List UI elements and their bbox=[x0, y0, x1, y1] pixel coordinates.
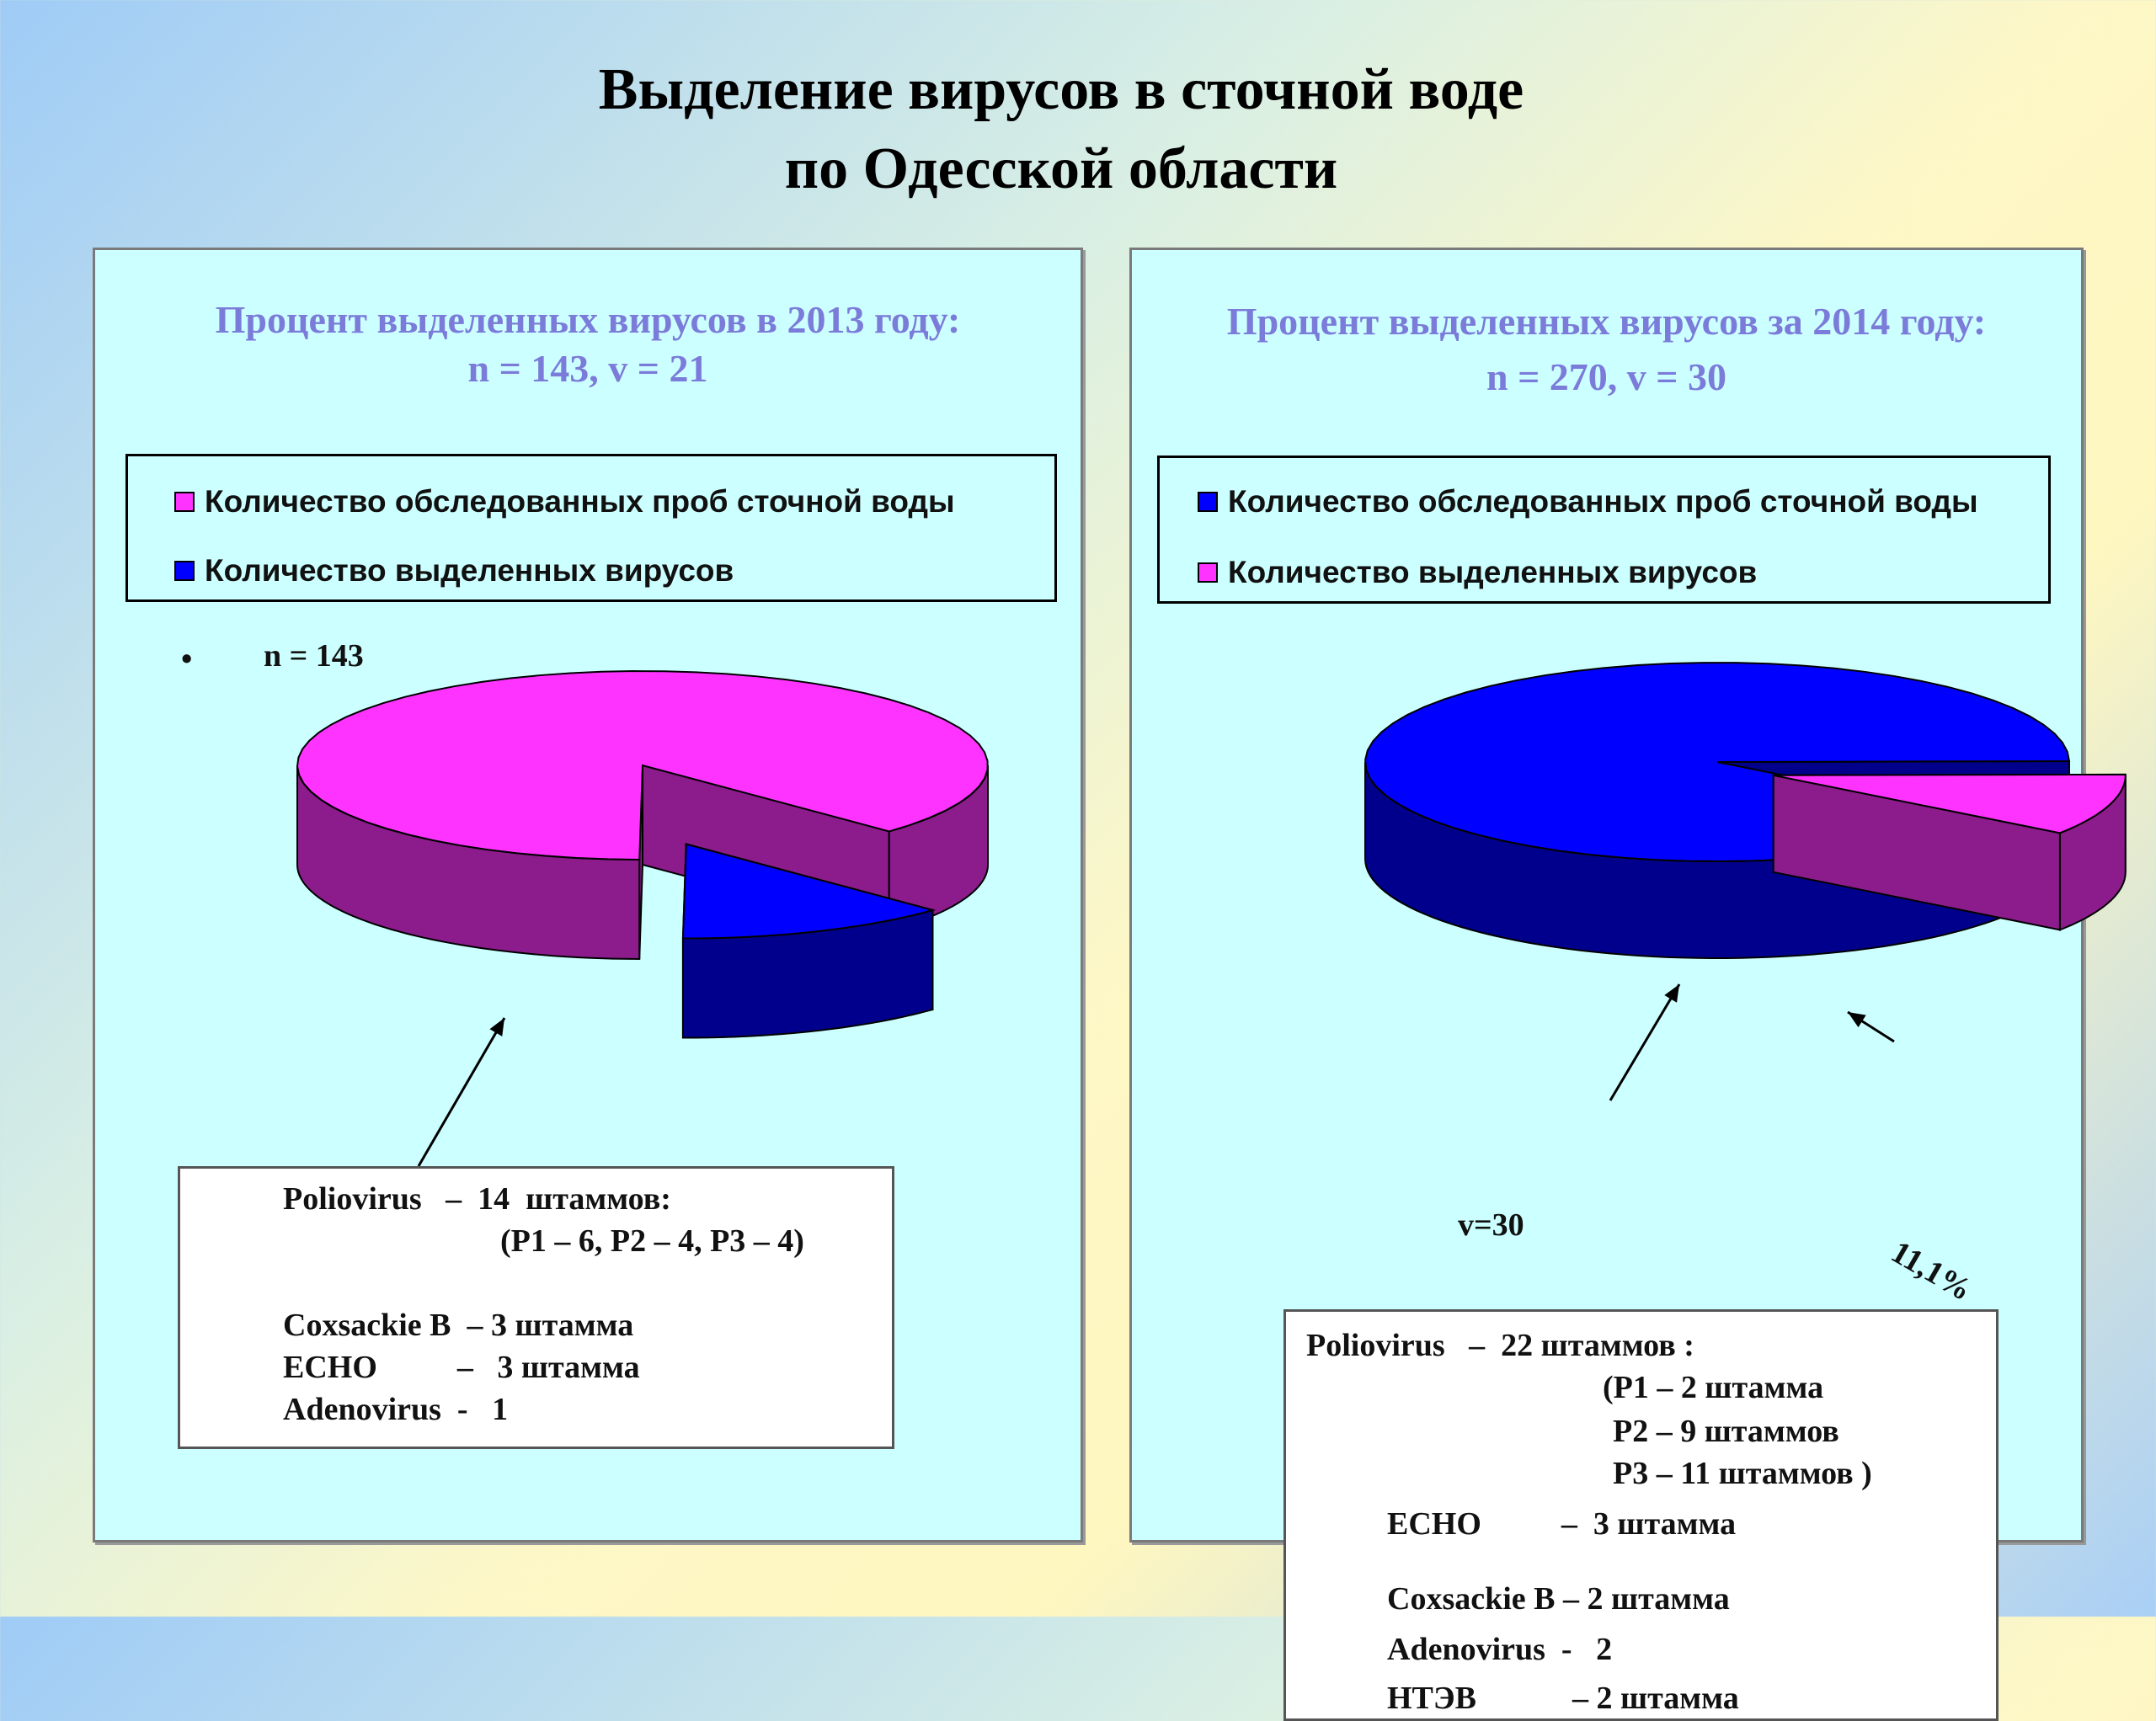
chart-title-2014-line1: Процент выделенных вирусов за 2014 году: bbox=[1226, 300, 1987, 343]
info-echo: ECHO – 3 штамма bbox=[283, 1350, 640, 1385]
pct-arrow-2014-head bbox=[1848, 1012, 1866, 1027]
v-label-2014: v=30 bbox=[1458, 1207, 1524, 1243]
pointer-arrow-2013 bbox=[419, 1018, 504, 1166]
info-polio: Poliovirus – 14 штаммов: bbox=[283, 1181, 671, 1217]
bullet: • bbox=[181, 642, 193, 677]
strains-box-2013 bbox=[178, 1166, 894, 1449]
legend-label: Количество обследованных проб сточной воды bbox=[1228, 484, 1978, 519]
info-coxsackie: Coxsackie B – 3 штамма bbox=[283, 1308, 634, 1343]
page-title bbox=[0, 51, 2122, 209]
info-ntev: НТЭВ – 2 штамма bbox=[1387, 1681, 1739, 1716]
info-p2: P2 – 9 штаммов bbox=[1613, 1414, 1839, 1449]
pct-label-2014: 11,1% bbox=[1885, 1233, 1978, 1308]
strains-box-2014 bbox=[1283, 1309, 1999, 1599]
pointer-arrow-2014 bbox=[1610, 984, 1679, 1100]
legend-label: Количество выделенных вирусов bbox=[205, 553, 734, 588]
info-p1: (P1 – 2 штамма bbox=[1603, 1370, 1824, 1405]
chart-panel-2014 bbox=[1129, 248, 2084, 1716]
n-label-2013: n = 143 bbox=[264, 638, 364, 674]
info-echo: ECHO – 3 штамма bbox=[1387, 1506, 1737, 1542]
strains-box-2014-cont bbox=[1283, 1581, 1999, 1721]
page-title-line1: Выделение вирусов в сточной воде bbox=[598, 57, 1524, 122]
info-polio: Poliovirus – 22 штаммов : bbox=[1306, 1328, 1694, 1363]
chart-panel-2013 bbox=[93, 248, 1083, 1543]
info-adeno: Adenovirus - 1 bbox=[283, 1392, 509, 1427]
legend-label: Количество обследованных проб сточной воды bbox=[205, 484, 955, 519]
info-p3: P3 – 11 штаммов ) bbox=[1613, 1456, 1872, 1491]
chart-title-2013-line1: Процент выделенных вирусов в 2013 году: bbox=[215, 298, 961, 341]
pointer-arrow-2014-head bbox=[1664, 984, 1679, 1003]
pointer-arrow-2013-head bbox=[489, 1018, 504, 1036]
chart-title-2013-line2: n = 143, v = 21 bbox=[467, 347, 708, 390]
legend-label: Количество выделенных вирусов bbox=[1228, 555, 1758, 589]
info-adeno: Adenovirus - 2 bbox=[1387, 1632, 1613, 1667]
chart-title-2014-line2: n = 270, v = 30 bbox=[1486, 355, 1726, 398]
page-title-line2: по Одесской области bbox=[784, 136, 1338, 201]
info-coxsackie: Coxsackie B – 2 штамма bbox=[1387, 1581, 1730, 1617]
info-polio-detail: (P1 – 6, P2 – 4, P3 – 4) bbox=[500, 1223, 804, 1259]
